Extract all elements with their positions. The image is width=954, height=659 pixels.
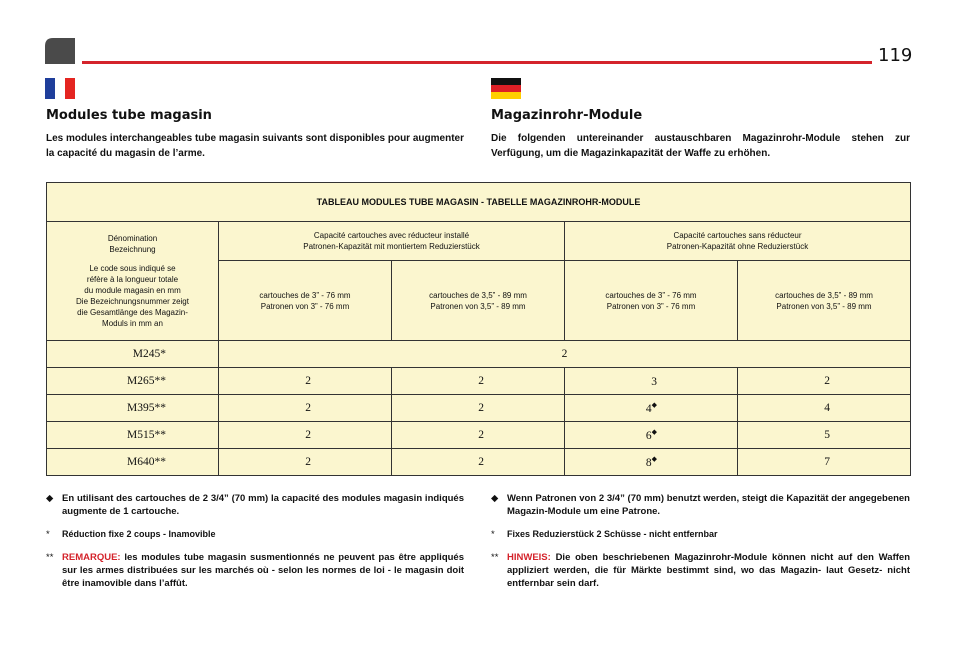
note-marker: * <box>491 529 495 540</box>
header-line: Moduls in mm an <box>102 319 163 328</box>
table-row <box>47 368 911 395</box>
capacity-cell: 2 <box>219 395 392 422</box>
header-line: Dénomination <box>107 234 158 243</box>
note <box>491 492 910 518</box>
diamond-icon: ◆ <box>46 493 54 504</box>
capacity-cell: 2 <box>392 449 565 476</box>
module-name: M640** <box>47 449 219 476</box>
capacity-cell <box>565 422 738 449</box>
module-capacity: 2 <box>219 341 911 368</box>
without-reducer-header <box>565 222 911 261</box>
diamond-icon: ◆ <box>651 401 657 410</box>
capacity-cell: 2 <box>219 449 392 476</box>
german-flag-icon <box>491 78 521 99</box>
note-body <box>62 551 464 590</box>
note <box>46 492 464 518</box>
header-line: cartouches de 3” - 76 mm <box>605 290 697 300</box>
note-label: HINWEIS: <box>507 552 551 563</box>
corner-logo-icon <box>45 38 75 64</box>
diamond-icon: ◆ <box>651 455 657 464</box>
capacity-cell: 2 <box>219 422 392 449</box>
flag-stripe <box>45 78 55 99</box>
header-line: Patronen von 3,5” - 89 mm <box>430 301 526 311</box>
header-line: Le code sous indiqué se <box>89 264 176 273</box>
header-line: Bezeichnung <box>109 245 156 254</box>
page-number: 119 <box>878 45 913 66</box>
module-name: M245* <box>47 341 219 368</box>
header-line <box>51 255 214 263</box>
note-text: Die oben beschriebenen Magazinrohr-Module können nicht auf den Waffen appliziert werden, die für Märkte bestimmt sind, wo das Magazin- laut Gesetz- nicht entfernbar sein darf. <box>507 552 910 589</box>
header-line: cartouches de 3,5” - 89 mm <box>429 290 527 300</box>
note-marker: ** <box>46 552 54 563</box>
note-text: Wenn Patronen von 2 3/4” (70 mm) benutzt werden, steigt die Kapazität der angegebenen Magazin-Module um eine Patrone. <box>507 493 910 517</box>
note-text: les modules tube magasin susmentionnés ne peuvent pas être appliqués sur les armes distribuées sur les marchés où - selon les normes de loi - le magasin doit être inamovible dans l’affût. <box>62 552 464 589</box>
flag-stripe <box>55 78 65 99</box>
header-line: Patronen-Kapazität mit montiertem Reduzierstück <box>303 242 480 251</box>
flag-stripe <box>491 92 521 99</box>
header-line: die Gesamtlänge des Magazin- <box>77 308 188 317</box>
capacity-cell <box>565 395 738 422</box>
sub-header-35in <box>392 261 565 341</box>
header-line: Patronen von 3” - 76 mm <box>606 301 696 311</box>
header-line: Capacité cartouches sans réducteur <box>673 231 802 240</box>
capacity-value: 8 <box>645 456 652 469</box>
note-label: REMARQUE: <box>62 552 121 563</box>
module-name: M515** <box>47 422 219 449</box>
french-section-title: Modules tube magasin <box>46 108 212 123</box>
note-body <box>507 551 910 590</box>
header-line: Patronen von 3” - 76 mm <box>260 301 350 311</box>
german-intro: Die folgenden untereinander austauschbaren Magazinrohr-Module stehen zur Verfügung, um die Magazinkapazität der Waffe zu erhöhen. <box>491 133 910 159</box>
note-text: Fixes Reduzierstück 2 Schüsse - nicht entfernbar <box>507 529 718 539</box>
capacity-cell: 5 <box>738 422 911 449</box>
module-name: M265** <box>47 368 219 395</box>
header-line: Capacité cartouches avec réducteur installé <box>313 231 470 240</box>
header-line: du module magasin en mm <box>84 286 181 295</box>
module-name: M395** <box>47 395 219 422</box>
german-section-title: Magazinrohr-Module <box>491 108 643 123</box>
table-row <box>47 449 911 476</box>
capacity-value: 6 <box>645 429 652 442</box>
note <box>46 551 464 590</box>
capacity-value: 3 <box>651 375 657 388</box>
note-marker: ** <box>491 552 499 563</box>
header-rule <box>82 61 872 64</box>
table-row <box>47 395 911 422</box>
with-reducer-header <box>219 222 565 261</box>
capacity-cell: 2 <box>392 368 565 395</box>
table-title: TABLEAU MODULES TUBE MAGASIN - TABELLE MAGAZINROHR-MODULE <box>47 183 911 222</box>
french-intro: Les modules interchangeables tube magasin suivants sont disponibles pour augmenter la capacité du magasin de l’arme. <box>46 133 464 159</box>
header-line: cartouches de 3,5” - 89 mm <box>775 290 873 300</box>
french-notes <box>46 492 464 600</box>
flag-stripe <box>491 85 521 92</box>
note <box>46 528 464 541</box>
capacity-cell <box>565 449 738 476</box>
note-marker: * <box>46 529 50 540</box>
header-line: Patronen von 3,5” - 89 mm <box>776 301 872 311</box>
note <box>491 528 910 541</box>
capacity-cell: 2 <box>738 368 911 395</box>
capacity-cell: 2 <box>219 368 392 395</box>
flag-stripe <box>491 78 521 85</box>
sub-header-35in <box>738 261 911 341</box>
flag-stripe <box>65 78 75 99</box>
capacity-cell: 4 <box>738 395 911 422</box>
name-column-header <box>47 222 219 341</box>
note-text: En utilisant des cartouches de 2 3/4” (70 mm) la capacité des modules magasin indiqués augmente de 1 cartouche. <box>62 493 464 517</box>
header-line: Patronen-Kapazität ohne Reduzierstück <box>666 242 809 251</box>
capacity-cell: 7 <box>738 449 911 476</box>
table-row <box>47 341 911 368</box>
french-flag-icon <box>45 78 75 99</box>
capacity-value: 4 <box>645 402 652 415</box>
capacity-cell: 2 <box>392 395 565 422</box>
diamond-icon: ◆ <box>651 428 657 437</box>
german-notes <box>491 492 910 600</box>
header-line: réfère à la longueur totale <box>86 275 179 284</box>
header-line: cartouches de 3” - 76 mm <box>259 290 351 300</box>
sub-header-3in <box>219 261 392 341</box>
header-line: Die Bezeichnungsnummer zeigt <box>76 297 189 306</box>
capacity-cell <box>565 368 738 395</box>
sub-header-3in <box>565 261 738 341</box>
magazine-modules-table <box>46 182 910 476</box>
table-row <box>47 422 911 449</box>
note-text: Réduction fixe 2 coups - Inamovible <box>62 529 216 539</box>
capacity-cell: 2 <box>392 422 565 449</box>
diamond-icon: ◆ <box>491 493 499 504</box>
note <box>491 551 910 590</box>
